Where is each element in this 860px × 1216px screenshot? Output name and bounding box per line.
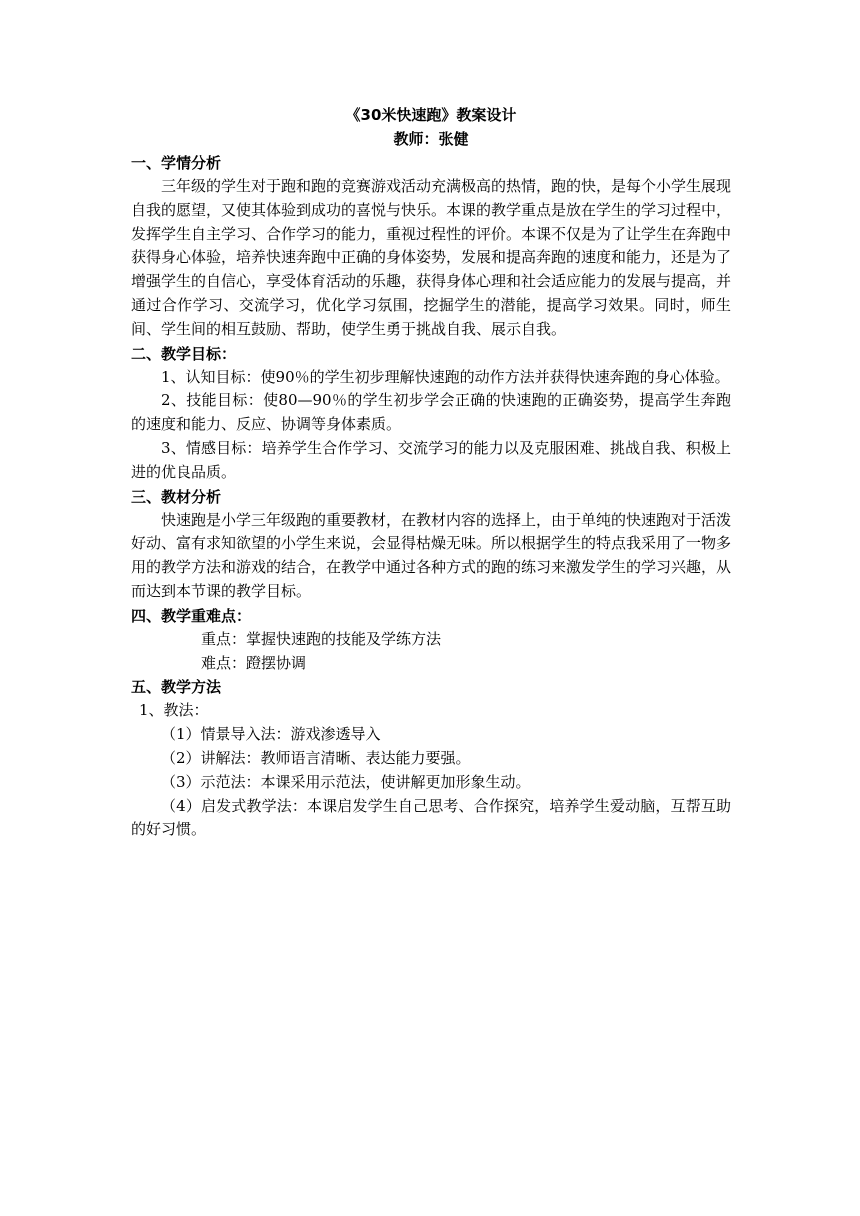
section-heading-key-points: 四、教学重难点： <box>131 606 252 625</box>
method-item: （1）情景导入法：游戏渗透导入 <box>161 725 381 744</box>
method-item: （3）示范法：本课采用示范法，使讲解更加形象生动。 <box>161 772 531 791</box>
goal-item: 3、情感目标：培养学生合作学习、交流学习的能力以及克服困难、挑战自我、积极上进的优良品质。 <box>131 438 731 481</box>
method-item: （4）启发式教学法：本课启发学生自己思考、合作探究，培养学生爱动脑，互帮互助的好习惯。 <box>131 796 731 839</box>
section-heading-analysis: 一、学情分析 <box>131 154 222 172</box>
teacher-name: 教师：张健 <box>393 130 469 148</box>
difficulty-point: 难点：蹬摆协调 <box>201 653 307 672</box>
section-heading-materials: 三、教材分析 <box>131 487 222 506</box>
section-body-materials: 快速跑是小学三年级跑的重要教材，在教材内容的选择上，由于单纯的快速跑对于活泼好动、富有求知欲望的小学生来说，会显得枯燥无味。所以根据学生的特点我采用了一物多用的教学方法和游戏的结合，在教学中通过各种方式的跑的练习来激发学生的学习兴趣，从而达到本节课的教学目标。 <box>131 510 732 600</box>
methods-subheading: 1、教法： <box>139 701 209 720</box>
document-page <box>131 103 731 842</box>
section-heading-methods: 五、教学方法 <box>131 678 222 697</box>
section-heading-goals: 二、教学目标： <box>131 344 237 363</box>
section-body-analysis: 三年级的学生对于跑和跑的竞赛游戏活动充满极高的热情，跑的快，是每个小学生展现自我的愿望，又使其体验到成功的喜悦与快乐。本课的教学重点是放在学生的学习过程中，发挥学生自主学习、合作学习的能力，重视过程性的评价。本课不仅是为了让学生在奔跑中获得身心体验，培养快速奔跑中正确的身体姿势，发展和提高奔跑的速度和能力，还是为了增强学生的自信心，享受体育活动的乐趣，获得身体心理和社会适应能力的发展与提高，并通过合作学习、交流学习，优化学习氛围，挖掘学生的潜能，提高学习效果。同时，师生间、学生间的相互鼓励、帮助，使学生勇于挑战自我、展示自我。 <box>131 177 732 338</box>
goal-item: 1、认知目标：使90％的学生初步理解快速跑的动作方法并获得快速奔跑的身心体验。 <box>161 367 730 386</box>
goal-item: 2、技能目标：使80—90％的学生初步学会正确的快速跑的正确姿势，提高学生奔跑的速度和能力、反应、协调等身体素质。 <box>131 391 731 434</box>
document-title: 《30米快速跑》教案设计 <box>345 106 517 124</box>
key-point: 重点：掌握快速跑的技能及学练方法 <box>201 629 442 648</box>
method-item: （2）讲解法：教师语言清晰、表达能力要强。 <box>161 748 471 767</box>
